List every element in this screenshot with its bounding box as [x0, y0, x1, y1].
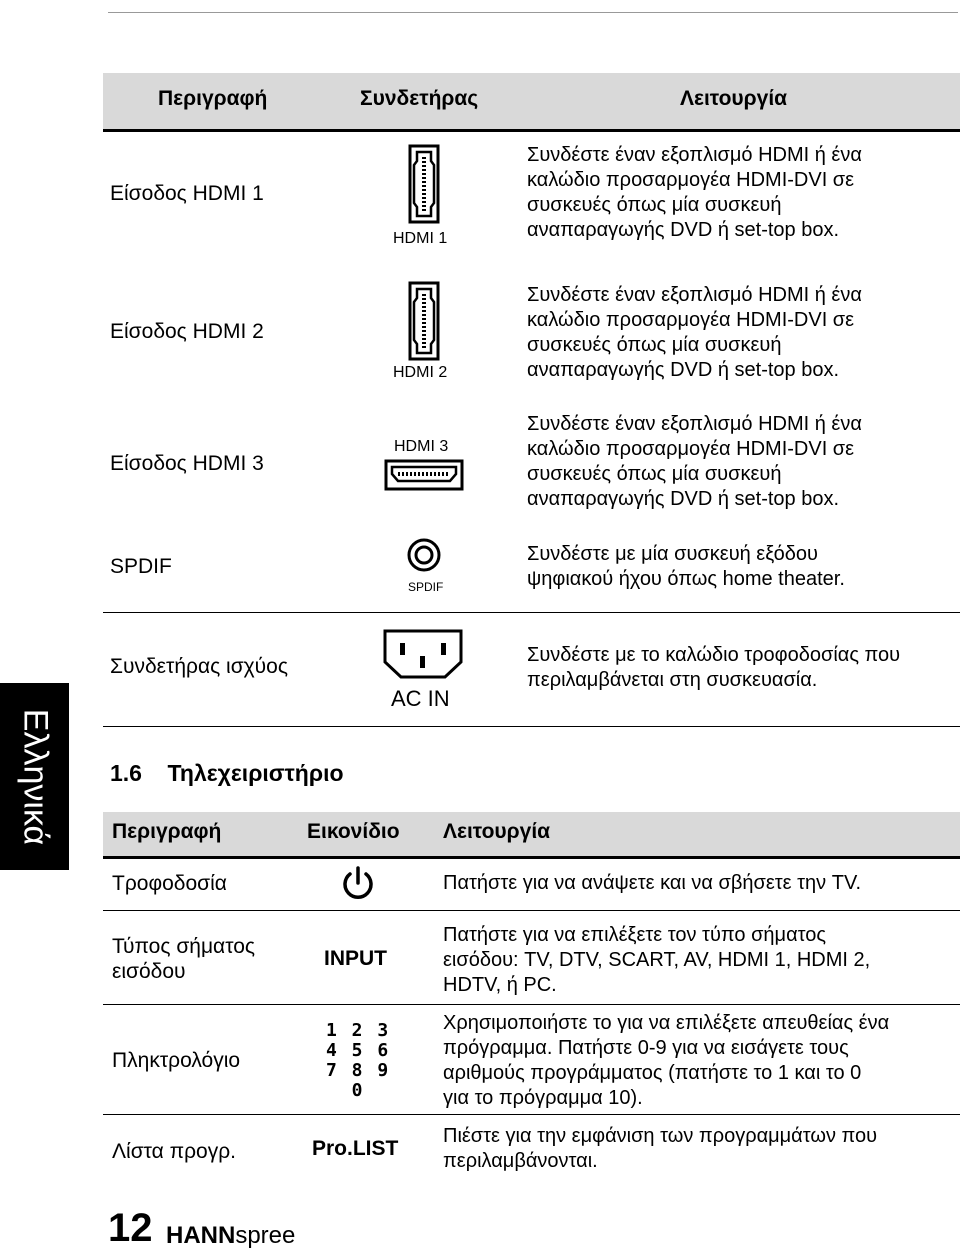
section-title: 1.6 Τηλεχειριστήριο	[110, 760, 344, 786]
table-separator	[103, 1004, 960, 1005]
header-icon: Εικονίδιο	[307, 820, 400, 843]
row-text-spdif: Συνδέστε με μία συσκευή εξόδου ψηφιακού ήχου όπως home theater.	[527, 543, 845, 590]
table-separator	[103, 1114, 960, 1115]
hdmi-port-vertical-icon	[407, 143, 441, 225]
remote-label-keypad: Πληκτρολόγιο	[112, 1049, 241, 1072]
connector-table-header	[103, 73, 960, 132]
input-button-icon: INPUT	[324, 947, 387, 970]
connector-label-hdmi2: HDMI 2	[393, 364, 448, 381]
header-function: Λειτουργία	[443, 820, 551, 843]
table-separator	[103, 910, 960, 911]
row-label-hdmi1: Είσοδος HDMI 1	[110, 182, 264, 205]
language-tab: Ελληνικά	[0, 683, 69, 870]
table-separator	[103, 726, 960, 727]
row-text-power: Συνδέστε με το καλώδιο τροφοδοσίας που περιλαμβάνεται στη συσκευασία.	[527, 644, 901, 691]
remote-label-input: Τύπος σήματος εισόδου	[112, 935, 255, 983]
remote-text-input: Πατήστε για να επιλέξετε τον τύπο σήματος εισόδου: TV, DTV, SCART, AV, HDMI 1, HDMI 2, HDTV, ή PC.	[443, 924, 871, 996]
remote-label-prolist: Λίστα προγρ.	[112, 1140, 237, 1163]
brand-logo: HANNspree	[166, 1222, 296, 1249]
row-label-hdmi2: Είσοδος HDMI 2	[110, 320, 264, 343]
header-description: Περιγραφή	[112, 820, 222, 843]
row-text-hdmi1: Συνδέστε έναν εξοπλισμό HDMI ή ένα καλώδιο προσαρμογέα HDMI-DVI σε συσκευές όπως μία συσκευή αναπαραγωγής DVD ή set-top box.	[527, 144, 862, 241]
header-function: Λειτουργία	[680, 87, 788, 110]
connector-label-hdmi1: HDMI 1	[393, 230, 448, 247]
connector-label-spdif: SPDIF	[408, 580, 444, 594]
row-label-hdmi3: Είσοδος HDMI 3	[110, 452, 264, 475]
connector-label-acin: AC IN	[391, 686, 450, 711]
row-label-power: Συνδετήρας ισχύος	[110, 655, 288, 678]
power-icon	[339, 864, 377, 902]
ac-power-socket-icon	[382, 628, 464, 680]
header-connector: Συνδετήρας	[360, 87, 479, 110]
numeric-keypad-icon: 1 2 3 4 5 6 7 8 9 0	[326, 1020, 391, 1101]
row-label-spdif: SPDIF	[110, 555, 172, 578]
hdmi-port-horizontal-icon	[384, 459, 464, 491]
remote-table-header	[103, 812, 960, 859]
row-text-hdmi2: Συνδέστε έναν εξοπλισμό HDMI ή ένα καλώδιο προσαρμογέα HDMI-DVI σε συσκευές όπως μία συσκευή αναπαραγωγής DVD ή set-top box.	[527, 284, 862, 381]
connector-label-hdmi3: HDMI 3	[394, 438, 449, 455]
spdif-port-icon	[406, 537, 442, 573]
row-text-hdmi3: Συνδέστε έναν εξοπλισμό HDMI ή ένα καλώδιο προσαρμογέα HDMI-DVI σε συσκευές όπως μία συσκευή αναπαραγωγής DVD ή set-top box.	[527, 413, 862, 510]
prolist-button-icon: Pro.LIST	[312, 1137, 399, 1160]
header-description: Περιγραφή	[158, 87, 268, 110]
top-rule	[108, 12, 958, 13]
hdmi-port-vertical-icon	[407, 280, 441, 362]
remote-text-prolist: Πιέστε για την εμφάνιση των προγραμμάτων που περιλαμβάνονται.	[443, 1125, 878, 1172]
remote-text-keypad: Χρησιμοποιήστε το για να επιλέξετε απευθείας ένα πρόγραμμα. Πατήστε 0-9 για να εισάγετε τους αριθμούς προγράμματος (πατήστε το 1 και το 0 για το πρόγραμμα 10).	[443, 1012, 890, 1109]
table-separator	[103, 612, 960, 613]
remote-text-power: Πατήστε για να ανάψετε και να σβήσετε την TV.	[443, 872, 861, 894]
remote-label-power: Τροφοδοσία	[112, 872, 227, 895]
page-number: 12	[108, 1206, 153, 1250]
